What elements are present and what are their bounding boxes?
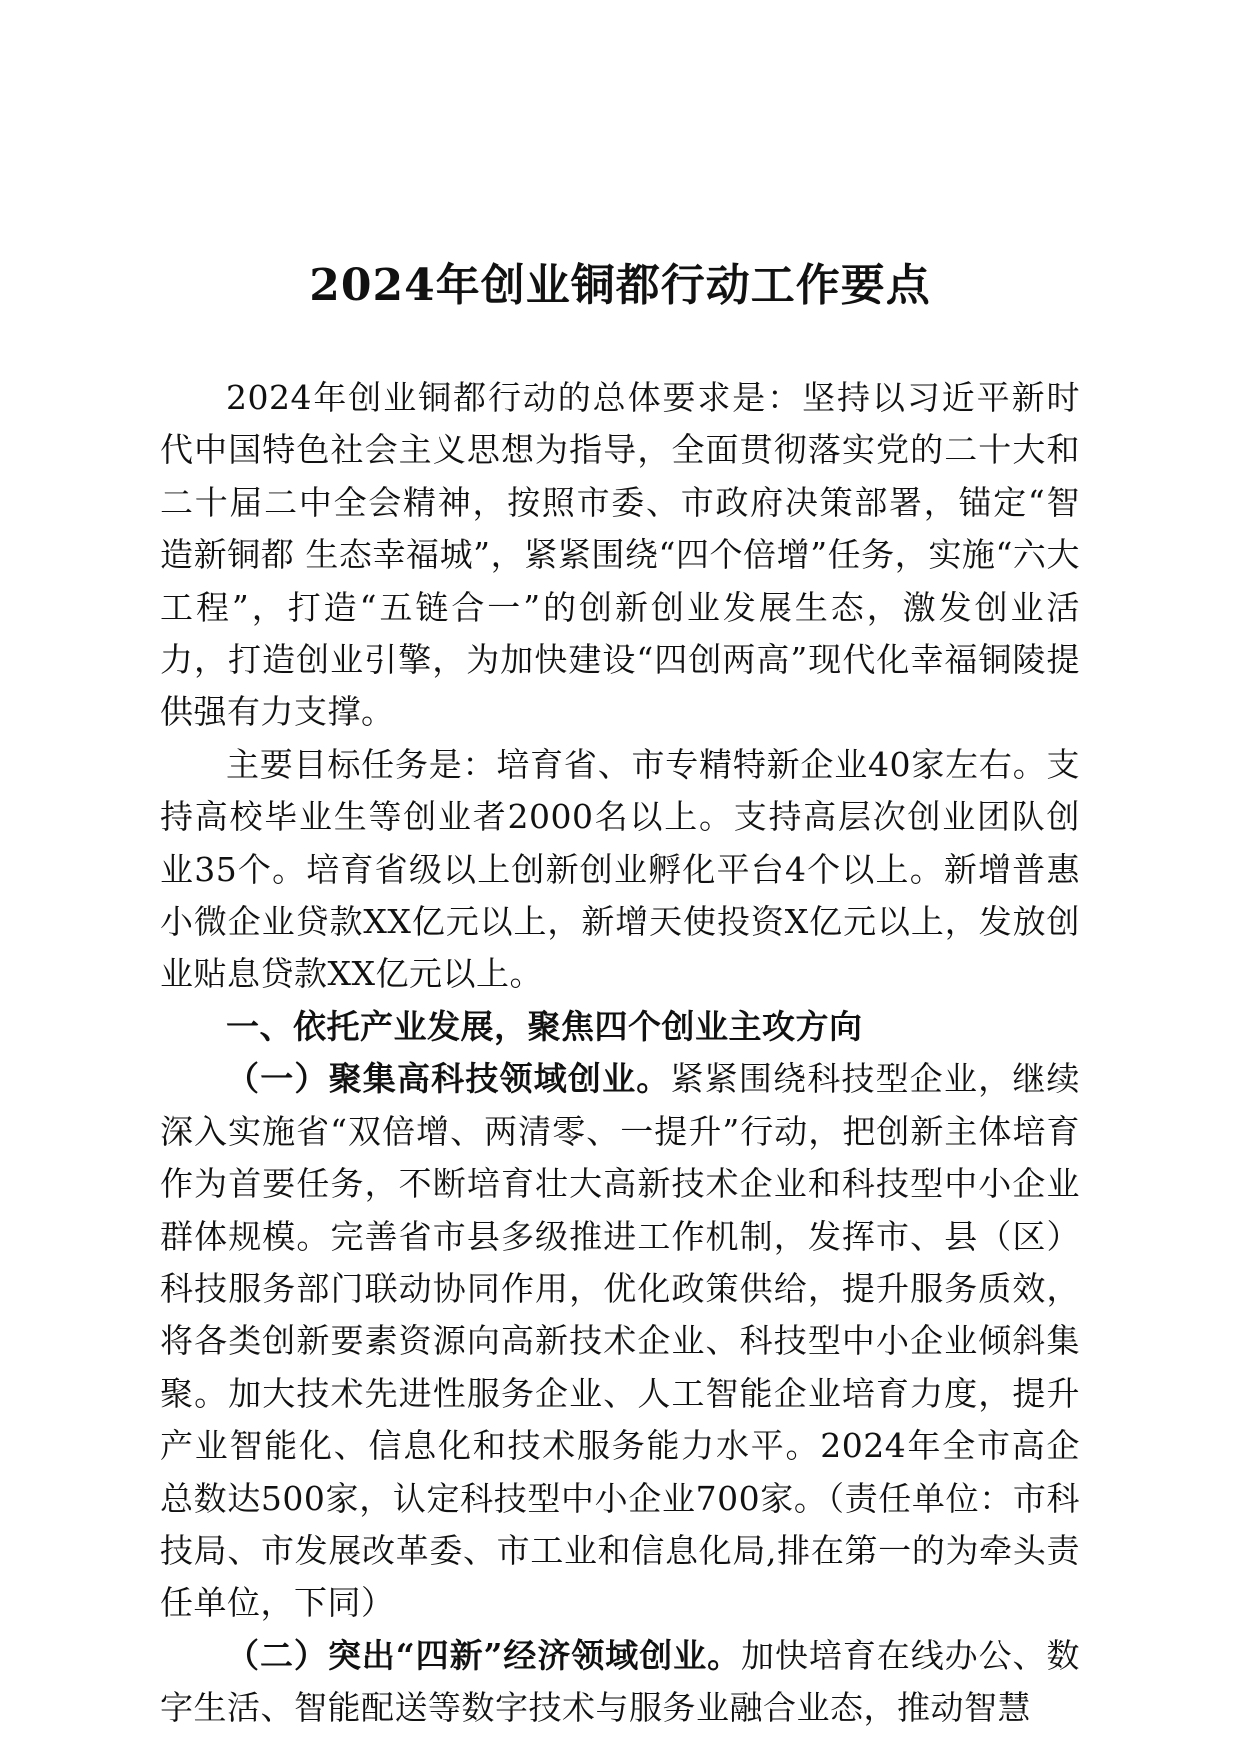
intro-paragraph: 2024年创业铜都行动的总体要求是：坚持以习近平新时代中国特色社会主义思想为指导，全面贯彻落实党的二十大和二十届二中全会精神，按照市委、市政府决策部署，锚定“智造新铜都 生态幸福城”，紧紧围绕“四个倍增”任务，实施“六大工程”，打造“五链合一”的创新创业发展生态，激发创业活力，打造创业引擎，为加快建设“四创两高”现代化幸福铜陵提供强有力支撑。 [160,378,1080,732]
targets-paragraph: 主要目标任务是：培育省、市专精特新企业40家左右。支持高校毕业生等创业者2000名以上。支持高层次创业团队创业35个。培育省级以上创新创业孵化平台4个以上。新增普惠小微企业贷款XX亿元以上，新增天使投资X亿元以上，发放创业贴息贷款XX亿元以上。 [160,744,1080,994]
item-subhead-2: （二）突出“四新”经济领域创业。 [226,1635,742,1675]
item-paragraph-2 [160,1630,1080,1735]
document-title: 2024年创业铜都行动工作要点 [309,260,931,311]
item-text-1: 紧紧围绕科技型企业，继续深入实施省“双倍增、两清零、一提升”行动，把创新主体培育作为首要任务，不断培育壮大高新技术企业和科技型中小企业群体规模。完善省市县多级推进工作机制，发挥市、县（区）科技服务部门联动协同作用，优化政策供给，提升服务质效，将各类创新要素资源向高新技术企业、科技型中小企业倾斜集聚。加大技术先进性服务企业、人工智能企业培育力度，提升产业智能化、信息化和技术服务能力水平。2024年全市高企总数达500家，认定科技型中小企业700家。（责任单位：市科技局、市发展改革委、市工业和信息化局,排在第一的为牵头责任单位，下同） [160,1059,1080,1623]
item-subhead-1: （一）聚集高科技领域创业。 [226,1059,671,1099]
item-text-2: 加快培育在线办公、数字生活、智能配送等数字技术与服务业融合业态，推动智慧 [160,1635,1081,1728]
section-heading-1: 一、依托产业发展，聚焦四个创业主攻方向 [226,1006,863,1046]
document-body [160,372,1080,1735]
item-paragraph-1 [160,1053,1080,1629]
